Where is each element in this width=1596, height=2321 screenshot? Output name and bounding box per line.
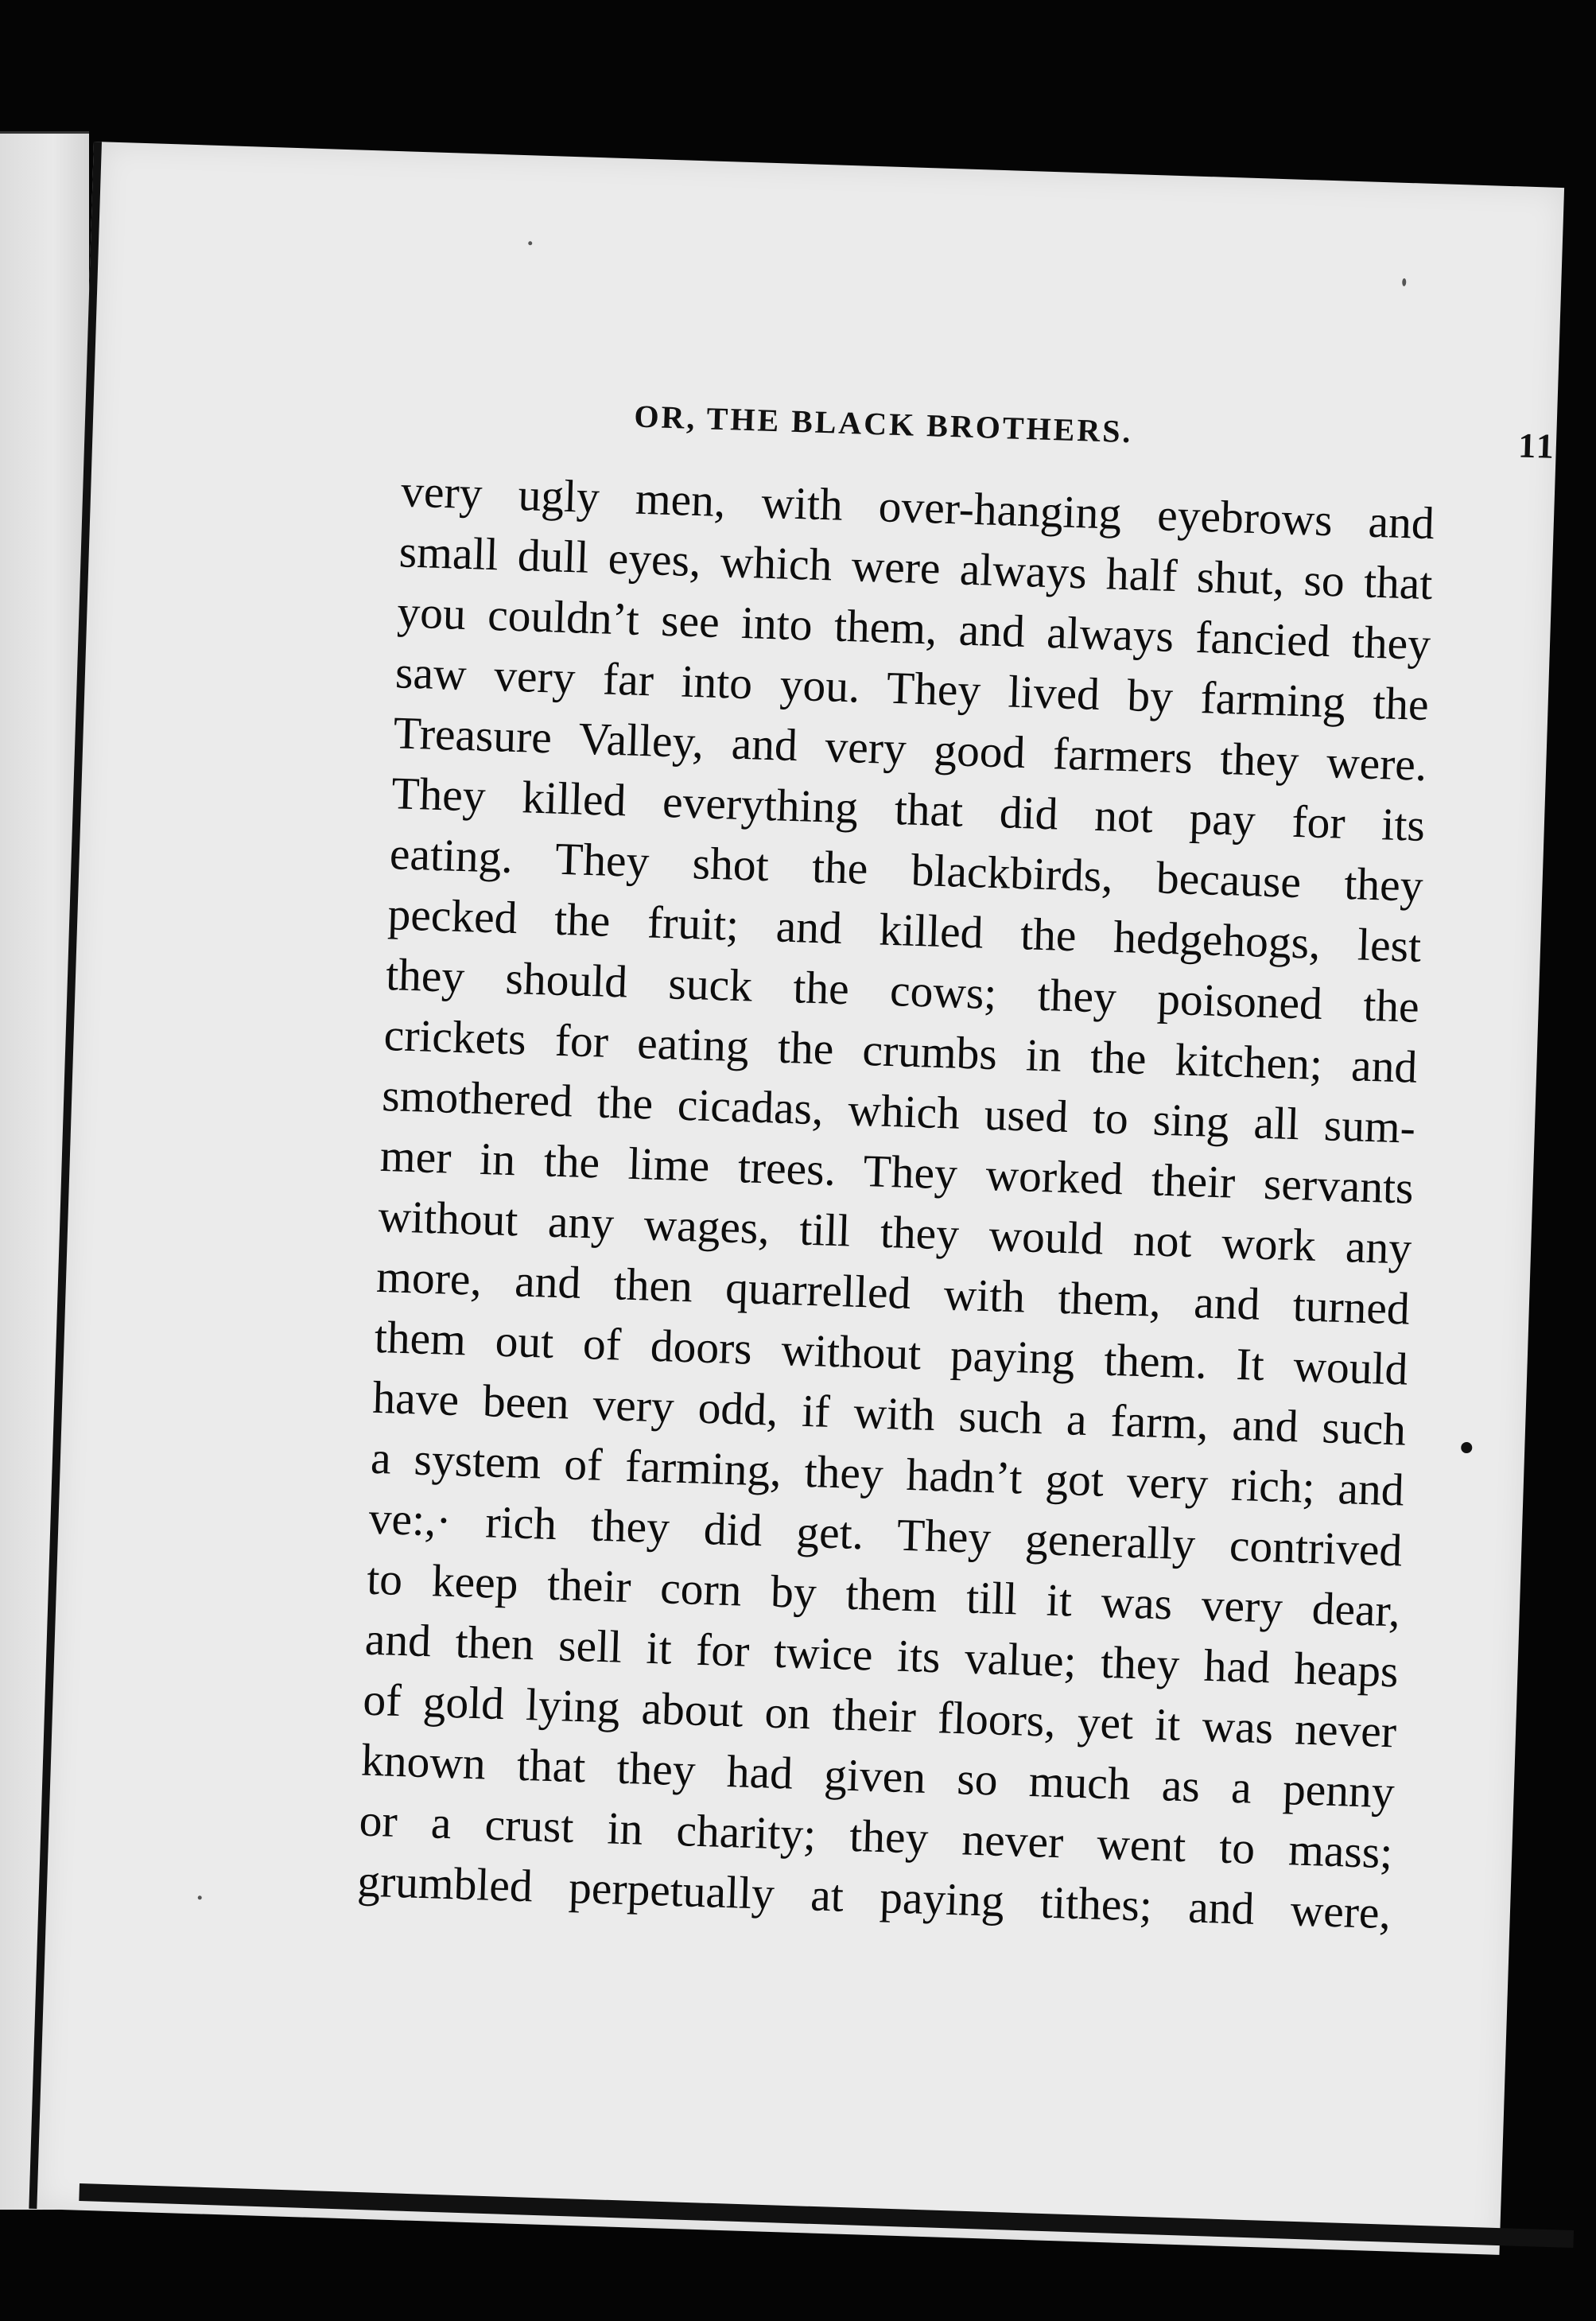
text-line: ve:,· rich they did get. They generally contrived [367, 1493, 1404, 1576]
text-line: them out of doors without paying them. It would [373, 1312, 1409, 1395]
text-line: more, and then quarrelled with them, and turned [375, 1251, 1411, 1335]
text-line: a system of farming, they hadn’t got very rich; and [370, 1433, 1405, 1516]
text-line: of gold lying about on their floors, yet it was never [362, 1674, 1397, 1758]
paper-speck [1402, 278, 1406, 286]
text-line: or a crust in charity; they never went to mass; [358, 1795, 1394, 1879]
running-title: OR, THE BLACK BROTHERS. [633, 398, 1134, 450]
paper-speck [198, 1895, 202, 1899]
text-line: eating. They shot the blackbirds, because they [389, 829, 1424, 912]
text-line: grumbled perpetually at paying tithes; and were, [356, 1856, 1392, 1939]
text-line: saw very far into you. They lived by farming the [394, 647, 1430, 731]
text-line: Treasure Valley, and very good farmers they were. [392, 708, 1428, 791]
text-line: have been very odd, if with such a farm, and such [371, 1372, 1407, 1456]
text-line: and then sell it for twice its value; they had heaps [364, 1614, 1400, 1697]
running-header [633, 398, 1557, 466]
text-line: small dull eyes, which were always half shut, so that [398, 527, 1434, 610]
page-number: 11 [1517, 426, 1557, 466]
text-line: mer in the lime trees. They worked their servants [379, 1130, 1415, 1214]
text-line: they should suck the cows; they poisoned the [385, 950, 1420, 1032]
ink-spot [1461, 1442, 1472, 1453]
book-page [29, 142, 1564, 2255]
text-line: without any wages, till they would not work any [377, 1191, 1413, 1274]
paper-speck [528, 241, 532, 245]
text-line: They killed everything that did not pay for its [390, 768, 1426, 851]
body-text [356, 461, 1435, 1944]
text-line: very ugly men, with over-hanging eyebrows and [400, 466, 1435, 550]
text-line: pecked the fruit; and killed the hedgehogs, lest [386, 889, 1423, 972]
text-line: known that they had given so much as a penny [360, 1735, 1396, 1818]
text-line: to keep their corn by them till it was very dear, [366, 1553, 1401, 1637]
text-line: crickets for eating the crumbs in the kitchen; and [382, 1010, 1419, 1093]
text-line: you couldn’t see into them, and always fancied they [396, 587, 1431, 671]
text-line: smothered the cicadas, which used to sing all sum- [381, 1070, 1416, 1153]
